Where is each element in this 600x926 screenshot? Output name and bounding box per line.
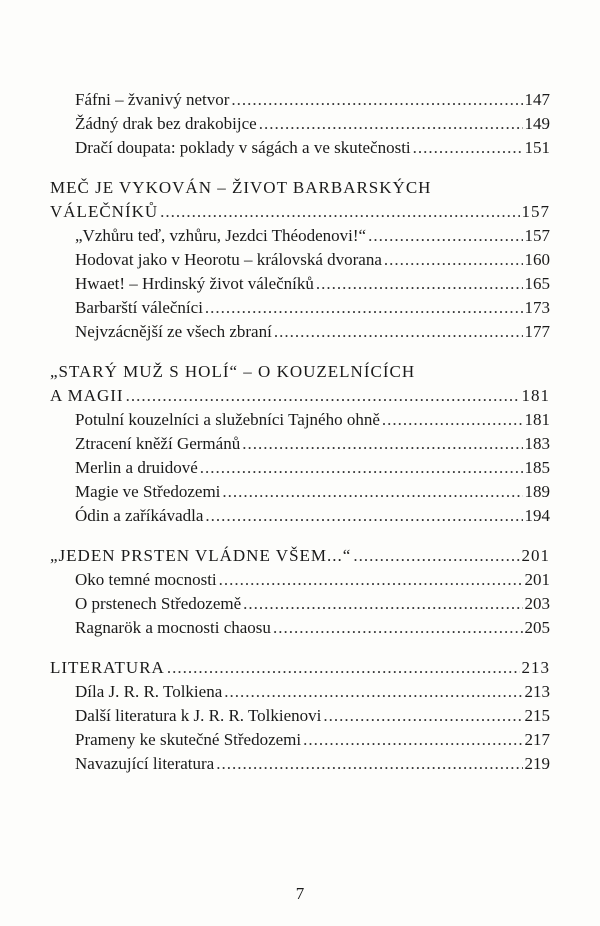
- toc-entry: [50, 752, 550, 776]
- dot-leader: [413, 136, 523, 160]
- toc-entry: [50, 480, 550, 504]
- dot-leader: [382, 408, 523, 432]
- entry-title: Ódin a zaříkávadla: [75, 506, 204, 525]
- dot-leader: [274, 320, 523, 344]
- entry-title: Díla J. R. R. Tolkiena: [75, 682, 223, 701]
- toc-entry: [50, 680, 550, 704]
- section-gap: [50, 640, 550, 656]
- toc-section-entry: [50, 384, 550, 408]
- entry-title: Další literatura k J. R. R. Tolkienovi: [75, 706, 322, 725]
- entry-title: Dračí doupata: poklady v ságách a ve skutečnosti: [75, 138, 411, 157]
- entry-page: 157: [521, 202, 550, 221]
- section-gap: [50, 528, 550, 544]
- entry-title: O prstenech Středozemě: [75, 594, 242, 613]
- entry-title: Magie ve Středozemi: [75, 482, 221, 501]
- entry-page: 165: [524, 274, 550, 293]
- dot-leader: [323, 704, 522, 728]
- entry-page: 219: [524, 754, 550, 773]
- toc-entry: [50, 136, 550, 160]
- entry-title: A MAGII: [50, 386, 124, 405]
- toc-entry: [50, 456, 550, 480]
- entry-page: 217: [524, 730, 550, 749]
- dot-leader: [368, 224, 522, 248]
- toc-entry: [50, 592, 550, 616]
- entry-title: Potulní kouzelníci a služebníci Tajného ohně: [75, 410, 380, 429]
- entry-page: 203: [524, 594, 550, 613]
- toc-entry: [50, 248, 550, 272]
- toc-entry: [50, 504, 550, 528]
- page-number: 7: [295, 884, 305, 903]
- toc-entry: [50, 704, 550, 728]
- dot-leader: [219, 568, 523, 592]
- entry-page: 181: [524, 410, 550, 429]
- entry-title: VÁLEČNÍKŮ: [50, 202, 159, 221]
- toc-entry: [50, 616, 550, 640]
- entry-page: 157: [524, 226, 550, 245]
- entry-title: Merlin a druidové: [75, 458, 198, 477]
- toc-entry: [50, 296, 550, 320]
- toc-section-entry: [50, 544, 550, 568]
- dot-leader: [242, 432, 522, 456]
- entry-page: 185: [524, 458, 550, 477]
- toc-entry: [50, 112, 550, 136]
- entry-page: 215: [524, 706, 550, 725]
- entry-title: Ztracení kněží Germánů: [75, 434, 241, 453]
- table-of-contents: [50, 88, 550, 776]
- section-gap: [50, 344, 550, 360]
- toc-entry: [50, 224, 550, 248]
- dot-leader: [222, 480, 522, 504]
- dot-leader: [231, 88, 522, 112]
- toc-entry: [50, 408, 550, 432]
- entry-title: Nejvzácnější ze všech zbraní: [75, 322, 272, 341]
- entry-page: 205: [524, 618, 550, 637]
- entry-page: 189: [524, 482, 550, 501]
- entry-title: Hodovat jako v Heorotu – královská dvorana: [75, 250, 382, 269]
- entry-page: 194: [524, 506, 550, 525]
- entry-title: Hwaet! – Hrdinský život válečníků: [75, 274, 314, 293]
- entry-page: 213: [524, 682, 550, 701]
- toc-entry: [50, 88, 550, 112]
- dot-leader: [126, 384, 520, 408]
- toc-entry: [50, 568, 550, 592]
- entry-title: „JEDEN PRSTEN VLÁDNE VŠEM...“: [50, 546, 352, 565]
- dot-leader: [224, 680, 522, 704]
- section-gap: [50, 160, 550, 176]
- dot-leader: [303, 728, 522, 752]
- dot-leader: [243, 592, 522, 616]
- dot-leader: [205, 296, 523, 320]
- dot-leader: [273, 616, 523, 640]
- dot-leader: [200, 456, 523, 480]
- entry-title: Prameny ke skutečné Středozemi: [75, 730, 302, 749]
- dot-leader: [384, 248, 523, 272]
- entry-page: 177: [524, 322, 550, 341]
- entry-page: 201: [521, 546, 550, 565]
- dot-leader: [167, 656, 520, 680]
- entry-title: Oko temné mocnosti: [75, 570, 217, 589]
- dot-leader: [259, 112, 523, 136]
- entry-title: Navazující literatura: [75, 754, 215, 773]
- entry-page: 181: [521, 386, 550, 405]
- entry-page: 151: [524, 138, 550, 157]
- section-heading-line: „STARÝ MUŽ S HOLÍ“ – O KOUZELNÍCÍCH: [50, 362, 416, 381]
- dot-leader: [316, 272, 523, 296]
- entry-page: 183: [524, 434, 550, 453]
- dot-leader: [216, 752, 522, 776]
- toc-entry: [50, 432, 550, 456]
- dot-leader: [205, 504, 522, 528]
- entry-page: 149: [524, 114, 550, 133]
- dot-leader: [160, 200, 519, 224]
- entry-page: 213: [521, 658, 550, 677]
- entry-title: Barbarští válečníci: [75, 298, 203, 317]
- toc-entry: [50, 320, 550, 344]
- toc-entry: [50, 728, 550, 752]
- entry-title: Žádný drak bez drakobijce: [75, 114, 257, 133]
- toc-entry: [50, 272, 550, 296]
- entry-page: 160: [524, 250, 550, 269]
- entry-title: „Vzhůru teď, vzhůru, Jezdci Théodenovi!“: [75, 226, 367, 245]
- toc-section-entry: [50, 656, 550, 680]
- entry-page: 173: [524, 298, 550, 317]
- dot-leader: [353, 544, 519, 568]
- section-heading-line: MEČ JE VYKOVÁN – ŽIVOT BARBARSKÝCH: [50, 178, 432, 197]
- entry-page: 201: [524, 570, 550, 589]
- entry-title: Ragnarök a mocnosti chaosu: [75, 618, 271, 637]
- entry-page: 147: [524, 90, 550, 109]
- toc-section-entry: [50, 200, 550, 224]
- entry-title: LITERATURA: [50, 658, 165, 677]
- entry-title: Fáfni – žvanivý netvor: [75, 90, 230, 109]
